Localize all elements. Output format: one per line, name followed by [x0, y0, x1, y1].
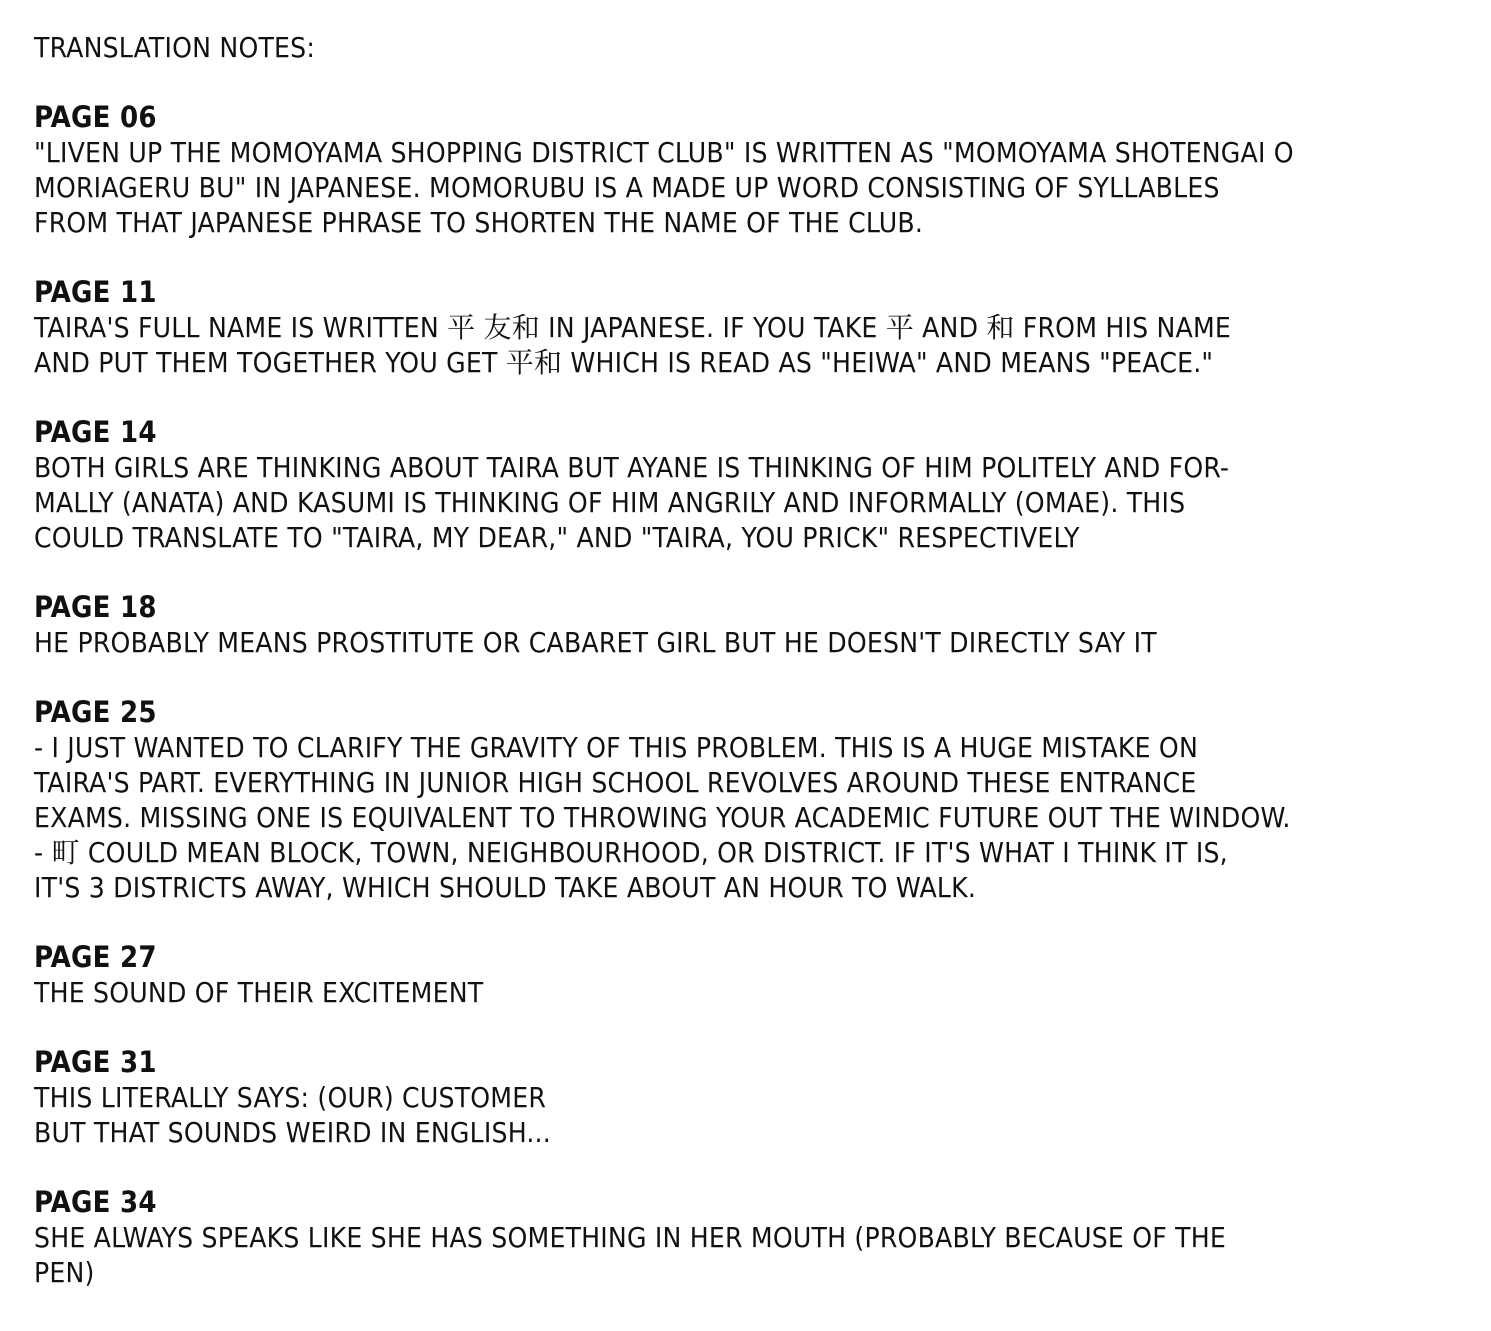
note-heading: PAGE 06	[34, 100, 157, 134]
note-heading: PAGE 18	[34, 590, 157, 624]
note-heading: PAGE 14	[34, 415, 157, 449]
note-page-11	[34, 275, 1474, 380]
note-text: TAIRA'S FULL NAME IS WRITTEN 平 友和 IN JAPANESE. IF YOU TAKE 平 AND 和 FROM HIS NAME AND PUT THEM TOGETHER YOU GET 平和 WHICH IS READ AS "HEIWA" AND MEANS "PEACE."	[34, 311, 1232, 379]
note-page-18	[34, 590, 1474, 660]
note-text: THIS LITERALLY SAYS: (OUR) CUSTOMER BUT THAT SOUNDS WEIRD IN ENGLISH...	[34, 1081, 551, 1149]
note-page-31	[34, 1045, 1474, 1150]
note-heading: PAGE 34	[34, 1185, 157, 1219]
note-page-27	[34, 940, 1474, 1010]
note-heading: PAGE 11	[34, 275, 157, 309]
note-page-25	[34, 695, 1474, 905]
note-page-14	[34, 415, 1474, 555]
note-text: BOTH GIRLS ARE THINKING ABOUT TAIRA BUT AYANE IS THINKING OF HIM POLITELY AND FOR- MALLY (ANATA) AND KASUMI IS THINKING OF HIM ANGRILY AND INFORMALLY (OMAE). THIS COULD TRANSLATE TO "TAIRA, MY DEAR," AND "TAIRA, YOU PRICK" RESPECTIVELY	[34, 451, 1230, 554]
note-text: "LIVEN UP THE MOMOYAMA SHOPPING DISTRICT CLUB" IS WRITTEN AS "MOMOYAMA SHOTENGAI O MORIAGERU BU" IN JAPANESE. MOMORUBU IS A MADE UP WORD CONSISTING OF SYLLABLES FROM THAT JAPANESE PHRASE TO SHORTEN THE NAME OF THE CLUB.	[34, 136, 1294, 239]
note-page-34	[34, 1185, 1474, 1290]
note-text: THE SOUND OF THEIR EXCITEMENT	[34, 976, 484, 1009]
note-heading: PAGE 31	[34, 1045, 157, 1079]
note-heading: PAGE 25	[34, 695, 157, 729]
note-heading: PAGE 27	[34, 940, 157, 974]
page-title: TRANSLATION NOTES:	[34, 31, 316, 64]
note-text: HE PROBABLY MEANS PROSTITUTE OR CABARET GIRL BUT HE DOESN'T DIRECTLY SAY IT	[34, 626, 1157, 659]
note-text: SHE ALWAYS SPEAKS LIKE SHE HAS SOMETHING IN HER MOUTH (PROBABLY BECAUSE OF THE PEN)	[34, 1221, 1226, 1289]
note-page-06	[34, 100, 1474, 240]
note-text: - I JUST WANTED TO CLARIFY THE GRAVITY OF THIS PROBLEM. THIS IS A HUGE MISTAKE ON TAIRA'S PART. EVERYTHING IN JUNIOR HIGH SCHOOL REVOLVES AROUND THESE ENTRANCE EXAMS. MISSING ONE IS EQUIVALENT TO THROWING YOUR ACADEMIC FUTURE OUT THE WINDOW. - 町 COULD MEAN BLOCK, TOWN, NEIGHBOURHOOD, OR DISTRICT. IF IT'S WHAT I THINK IT IS, IT'S 3 DISTRICTS AWAY, WHICH SHOULD TAKE ABOUT AN HOUR TO WALK.	[34, 731, 1291, 904]
translation-notes-page	[34, 30, 1474, 1325]
